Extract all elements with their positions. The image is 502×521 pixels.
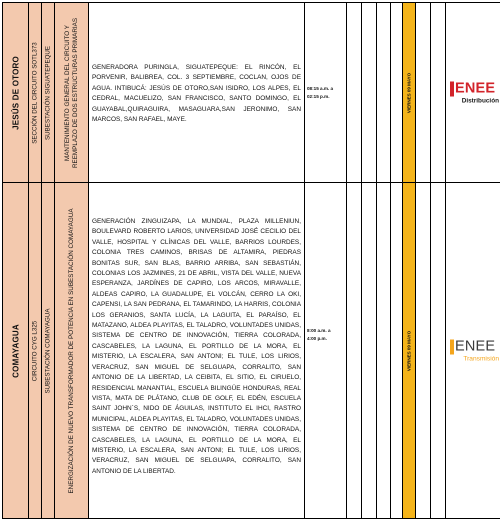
scheduled-day: VIERNES 09 MAYO	[406, 330, 412, 371]
empty-day-cell	[347, 183, 362, 518]
schedule-end: 4:00 p.m.	[307, 335, 327, 341]
schedule-time	[307, 85, 345, 100]
schedule-cell	[305, 3, 347, 182]
work-description-cell	[55, 3, 89, 182]
empty-day-cell	[431, 3, 446, 182]
empty-day-cell	[347, 3, 362, 182]
substation-name: SUBESTACIÓN COMAYAGUA	[44, 308, 52, 393]
work-description-cell	[55, 183, 89, 518]
department-name: JESÚS DE OTORO	[11, 55, 20, 130]
scheduled-day-cell	[403, 183, 416, 518]
schedule-end: 02:15 p.m.	[307, 93, 330, 99]
department-cell	[3, 3, 29, 182]
circuit-cell	[29, 183, 42, 518]
empty-day-cell	[416, 183, 431, 518]
logo-subtitle: Transmisión	[463, 355, 499, 362]
affected-zones: GENERACIÓN ZINGUIZAPA, LA MUNDIAL, PLAZA MILLENIUN, BOULEVARD ROBERTO LARIOS, UNIVERSIDAD JOSÉ CECILIO DEL VALLE, HOSPITAL Y CLÍNICAS DEL VALLE, BARRIOS LOURDES, COLONIA TRES CAMINOS, BRISAS DE ALTAMIRA, PIEDRAS BONITAS SUR, SAN BLAS, BARRIO ARRIBA, SAN SEBASTIÁN, COLONIAS LOS JAZMINES, 21 DE ABRIL, VISTA DEL VALLE, NUEVA ESPERANZA, JARDÍNES DE CAPIRO, LOS ARCOS, MIRAVALLE, ALDEAS CAPIRO, LA GUADALUPE, EL VOLCÁN, CERRO LA OKI, CAPENSI, LA SAN PEDRANA, EL TAMARINDO, LA HARRIS, COLONIA LOS GERANIOS, SANTA LUCÍA, LA LAGUITA, EL PARAÍSO, EL MATAZANO, ALDEA PLAYITAS, EL TALADRO, VOLUNTADES UNIDAS, SISTEMA DE CENTRO DE INNOVACIÓN, TIERRA COLORADA, CASCABELES, LA LAGUNA, EL PORTILLO DE LA MORA, EL MISTERIO, LA ESCALERA, SAN ANTONI; EL TULE, LOS LIRIOS, VERACRUZ, SAN MIGUEL DE SELGUAPA, CORRALITO, SAN ANTONIO DE LA LIBERTAD, LA CEIBITA, EL SITIO, EL CIRUELO, RESIDENCIAL MANANTIAL, ESCUELA BILINGÜE HONDURAS, REAL VISTA, MATA DE PLÁTANO, CLUB DE GOLF, EL EDÉN, ESCUELA SAINT JOHN´S, NIDO DE ÁGUILAS, INSTITUTO EL IHCI, RASTRO MUNICIPAL, ALDEA PLAYITAS, EL TALADRO, VOLUNTADES UNIDAS, SISTEMA DE CENTRO DE INNOVACIÓN, TIERRA COLORADA, CASCABELES, LA LAGUNA, EL PORTILLO DE LA MORA, EL MISTERIO, LA ESCALERA, SAN ANTONI; EL TULE, LOS LIRIOS, VERACRUZ, SAN MIGUEL DE SELGUAPA, CORRALITO, SAN ANTONIO DE LA LIBERTAD.	[92, 218, 301, 475]
work-description	[64, 17, 80, 167]
logo-word: ENEE	[455, 80, 496, 96]
work-description-line: REEMPLAZO DE DOS ESTRUCTURAS PRIMARIAS	[71, 17, 79, 168]
empty-day-cell	[362, 183, 377, 518]
logo-cell	[446, 3, 501, 182]
circuit-name: CIRCUITO CYG L325	[31, 320, 39, 381]
scheduled-day-cell	[403, 3, 416, 182]
schedule-start: 08:15 a.m. a	[307, 86, 334, 91]
work-description	[68, 208, 76, 493]
logo-word: ENEE	[455, 338, 496, 354]
empty-day-cell	[391, 183, 403, 518]
affected-zones-cell	[89, 183, 305, 518]
enee-distribucion-logo	[450, 81, 499, 104]
work-description-line: ENERGIZACIÓN DE NUEVO TRANSFORMADOR DE POTENCIA EN SUBESTACIÓN COMAYAGUA	[67, 207, 75, 494]
substation-name: SUBESTACIÓN SIGUATEPEQUE	[44, 45, 52, 140]
affected-zones-cell	[89, 3, 305, 182]
empty-day-cell	[416, 3, 431, 182]
empty-day-cell	[377, 3, 391, 182]
table-row	[3, 183, 499, 519]
circuit-name: SECCIÓN DEL CIRCUITO SOTL373	[31, 41, 39, 144]
logo-bar-icon	[450, 81, 454, 96]
affected-zones: GENERADORA PURINGLA, SIGUATEPEQUE: EL RINCÓN, EL PORVENIR, BALIBREA, COL. 3 SEPTIEMBRE, COCLAN, OJOS DE AGUA. INTIBUCÁ: JESÚS DE OTORO,SAN ISIDRO, LOS ALPES, EL CEDRAL, MACUELIZO, SAN FRANCISCO, SANTO DOMINGO, EL GUAYABAL,QUIRAGUIRA, MASAGUARA,SAN JERONIMO, SAN MARCOS, SAN RAFAEL, MAYE.	[92, 64, 301, 124]
empty-day-cell	[377, 183, 391, 518]
schedule-time	[307, 327, 345, 342]
schedule-cell	[305, 183, 347, 518]
outage-schedule-table	[2, 2, 500, 519]
scheduled-day: VIERNES 09 MAYO	[406, 72, 412, 113]
schedule-start: 8:00 a.m. a	[307, 328, 331, 333]
enee-transmision-logo	[450, 339, 499, 362]
logo-subtitle: Distribución	[461, 97, 499, 104]
department-cell	[3, 183, 29, 518]
table-row	[3, 3, 499, 183]
logo-bar-icon	[450, 339, 454, 354]
department-name: COMAYAGUA	[11, 323, 20, 378]
empty-day-cell	[431, 183, 446, 518]
circuit-cell	[29, 3, 42, 182]
logo-cell	[446, 183, 501, 518]
empty-day-cell	[391, 3, 403, 182]
substation-cell	[42, 3, 55, 182]
empty-day-cell	[362, 3, 377, 182]
substation-cell	[42, 183, 55, 518]
work-description-line: MANTENIMIENTO GENERAL DEL CIRCUITO Y	[63, 24, 71, 161]
